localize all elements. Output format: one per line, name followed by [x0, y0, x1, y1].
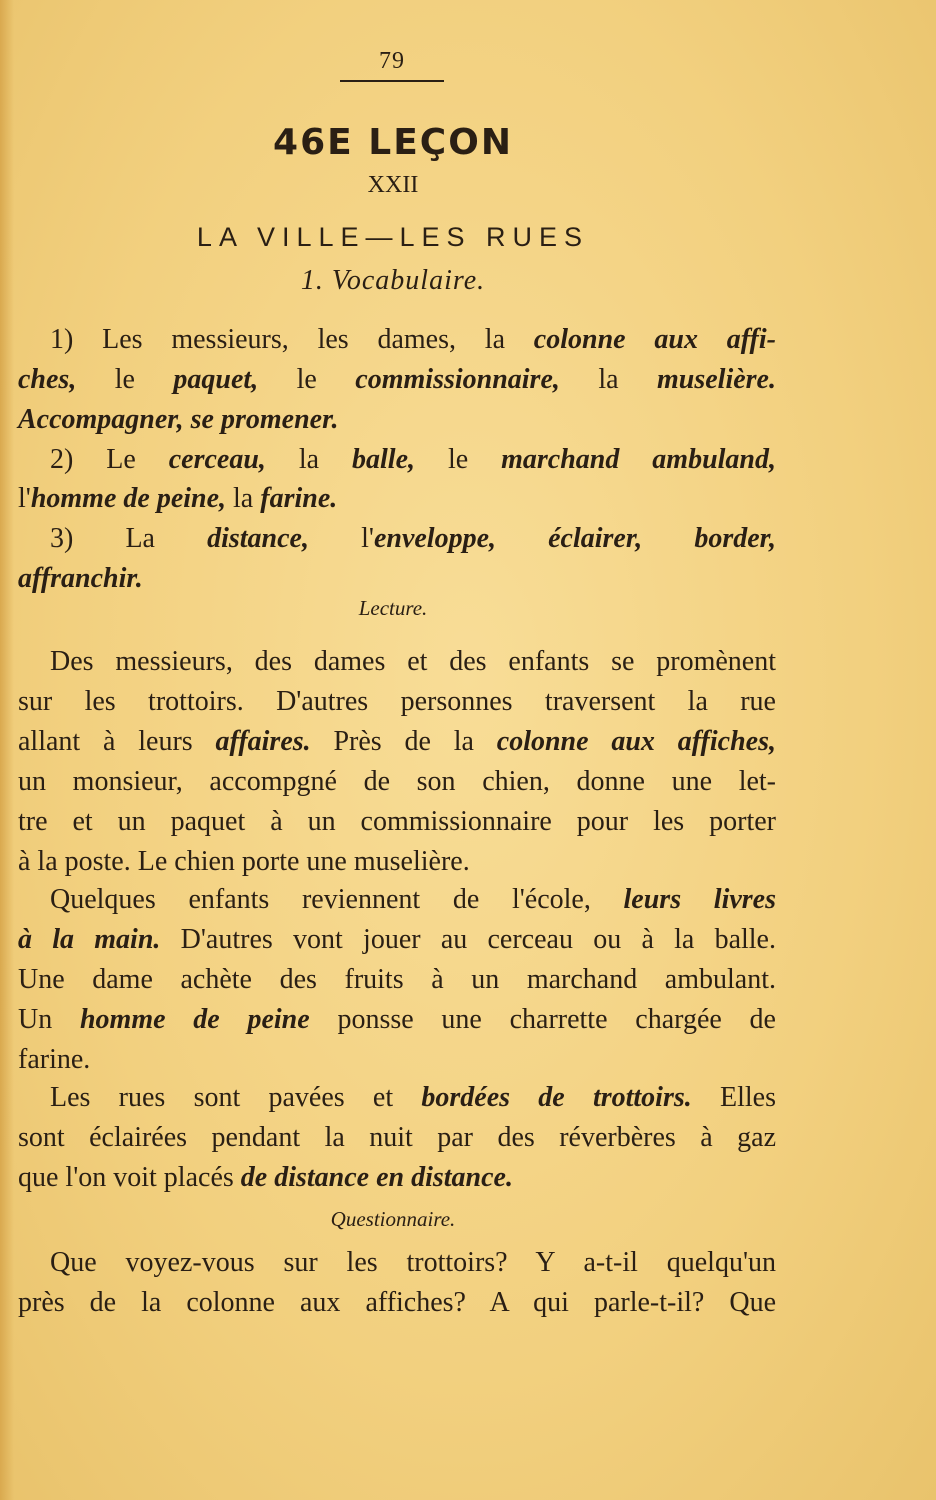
- lecture-line: tre et un paquet à un commissionnaire pour les porter: [18, 806, 776, 837]
- lecture-heading: Lecture.: [358, 596, 428, 620]
- lecture-line: à la main. D'autres vont jouer au cerceau ou à la balle.: [18, 924, 776, 955]
- italic-term: affranchir.: [18, 563, 143, 594]
- lecture-line: sur les trottoirs. D'autres personnes traversent la rue: [18, 686, 776, 717]
- vocabulaire-heading: 1. Vocabulaire.: [300, 265, 486, 296]
- italic-term: bordées de trottoirs.: [421, 1082, 692, 1113]
- italic-term: affaires.: [215, 726, 311, 757]
- lecture-line: allant à leurs affaires. Près de la colonne aux affiches,: [18, 726, 776, 757]
- questionnaire-line: près de la colonne aux affiches? A qui parle-t-il? Que: [18, 1287, 776, 1318]
- lesson-title: 46E LEÇON: [273, 122, 513, 163]
- italic-term: balle,: [352, 444, 416, 475]
- italic-term: commissionnaire,: [355, 364, 560, 395]
- lecture-line: Une dame achète des fruits à un marchand ambulant.: [18, 964, 776, 995]
- italic-term: border,: [694, 523, 777, 554]
- questionnaire-heading: Questionnaire.: [330, 1207, 456, 1231]
- vocab-line: [18, 400, 776, 440]
- vocab-line: 3) La distance, l'enveloppe, éclairer, border,: [50, 523, 777, 554]
- lecture-line: Les rues sont pavées et bordées de trottoirs. Elles: [50, 1082, 776, 1113]
- page-number-rule: [340, 80, 444, 82]
- italic-term: paquet,: [173, 364, 259, 395]
- lecture-line: un monsieur, accompgné de son chien, donne une let-: [18, 766, 776, 797]
- page-number: 79: [379, 48, 405, 74]
- lecture-line: que l'on voit placés de distance en distance.: [18, 1162, 513, 1193]
- italic-term: homme de peine,: [30, 483, 227, 514]
- lecture-line: Des messieurs, des dames et des enfants se promènent: [50, 646, 776, 677]
- italic-term: colonne aux affi-: [533, 324, 776, 355]
- vocab-line: l'homme de peine, la farine.: [18, 483, 338, 514]
- italic-term: ches,: [18, 364, 77, 395]
- italic-term: marchand ambuland,: [501, 444, 776, 475]
- vocab-line: 1) Les messieurs, les dames, la colonne aux affi-: [50, 324, 776, 355]
- italic-term: distance,: [207, 523, 309, 554]
- lecture-line: Un homme de peine ponsse une charrette chargée de: [18, 1004, 776, 1035]
- vocab-line: ches, le paquet, le commissionnaire, la muselière.: [18, 364, 776, 395]
- italic-term: Accompagner, se promener.: [18, 404, 339, 435]
- italic-term: leurs livres: [623, 884, 776, 915]
- questionnaire-line: Que voyez-vous sur les trottoirs? Y a-t-il quelqu'un: [50, 1247, 776, 1278]
- italic-term: de distance en distance.: [240, 1162, 513, 1193]
- lecture-line: Quelques enfants reviennent de l'école, leurs livres: [50, 884, 776, 915]
- lecture-line: sont éclairées pendant la nuit par des réverbères à gaz: [18, 1122, 776, 1153]
- italic-term: enveloppe,: [373, 523, 496, 554]
- lecture-line: farine.: [18, 1044, 91, 1075]
- italic-term: colonne aux affiches,: [496, 726, 776, 757]
- section-heading: LA VILLE—LES RUES: [196, 222, 590, 252]
- italic-term: farine.: [260, 483, 338, 514]
- italic-term: muselière.: [656, 364, 776, 395]
- italic-term: à la main.: [18, 924, 161, 955]
- lesson-number: XXII: [367, 172, 419, 198]
- italic-term: cerceau,: [168, 444, 266, 475]
- vocab-line: [18, 559, 776, 599]
- italic-term: éclairer,: [548, 523, 643, 554]
- vocab-line: 2) Le cerceau, la balle, le marchand ambuland,: [50, 444, 776, 475]
- lecture-line: à la poste. Le chien porte une muselière.: [18, 846, 470, 877]
- italic-term: homme de peine: [79, 1004, 310, 1035]
